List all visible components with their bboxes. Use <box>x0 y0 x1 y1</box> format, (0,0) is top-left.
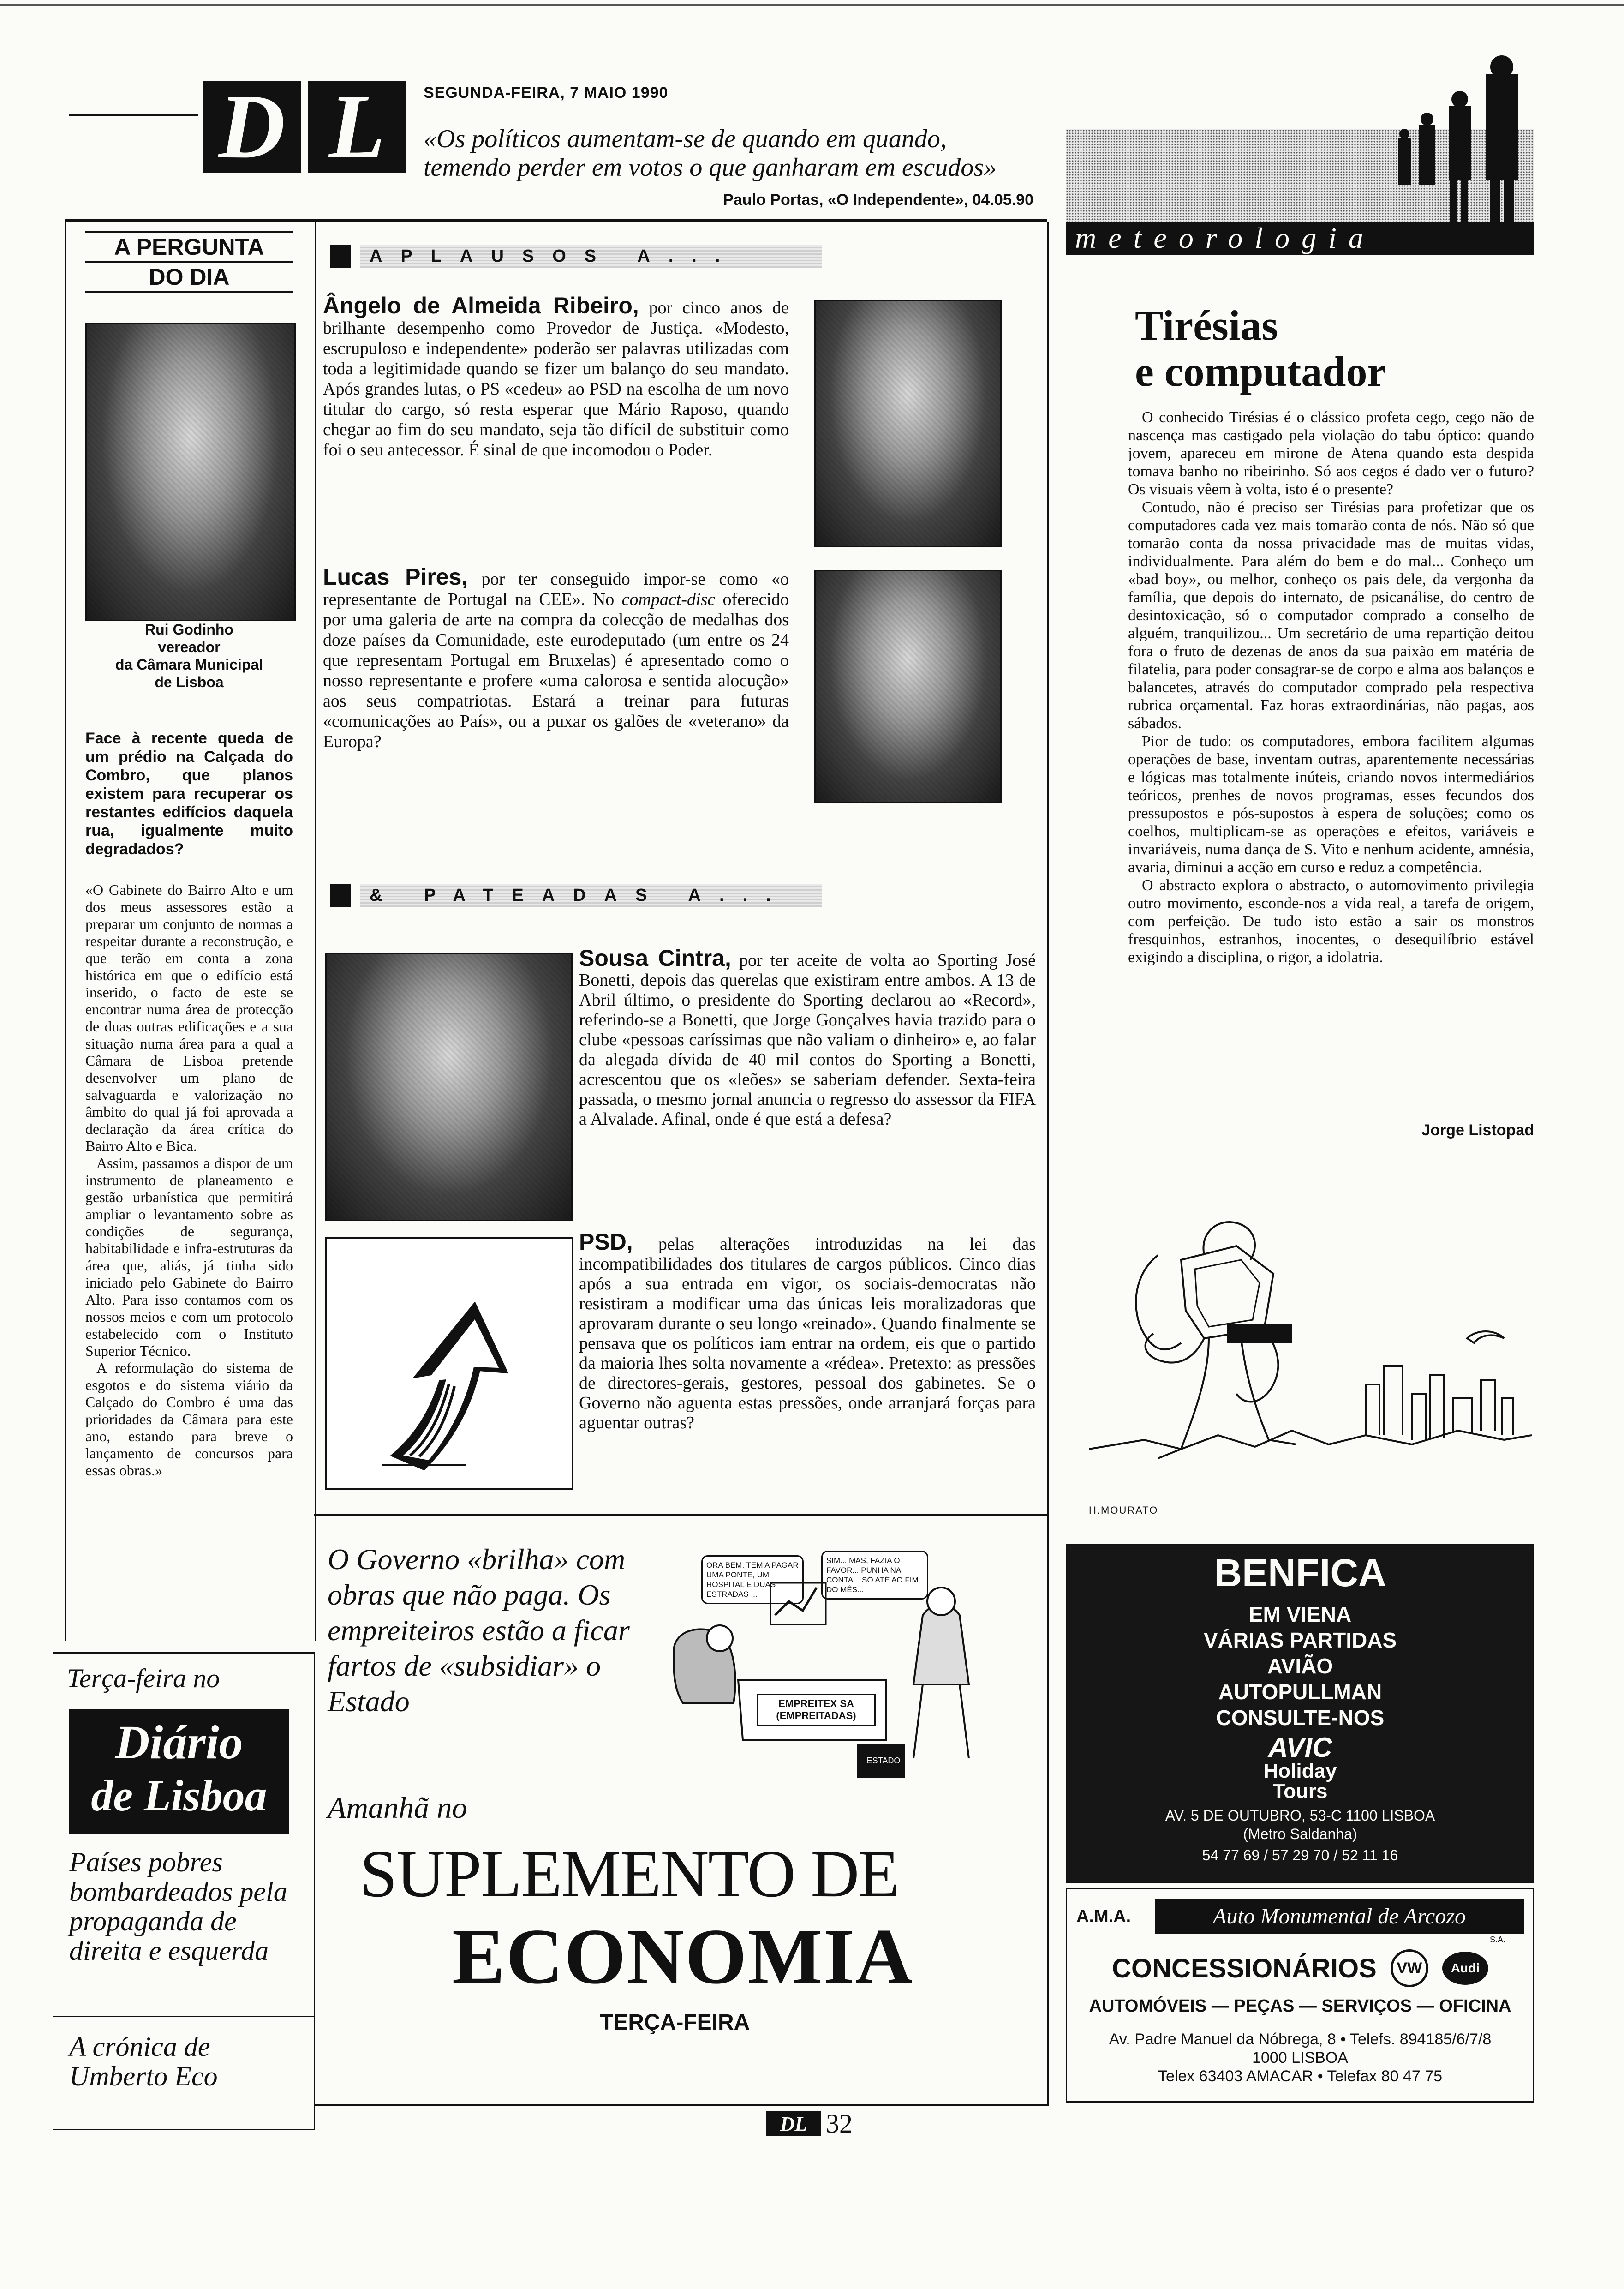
lucas-pires-text-b: oferecido por uma galeria de arte na compra da colecção de medalhas dos doze países da Comunidade, este eurodeputado (um entre os 24 que representam Portugal em Bruxelas) é apresentado como o nosso representante e profere «uma calorosa e sentida alocução» aos seus compatriotas. Estará a treinar para futuras «comunicações ao País», ou a puxar os galões de «veterano» da Europa? <box>323 590 789 751</box>
pergunta-answer <box>85 881 293 1479</box>
pateadas-header-block <box>330 884 351 907</box>
benfica-ad-line-5: CONSULTE-NOS <box>1216 1706 1385 1730</box>
meteorologia-label <box>1066 222 1534 255</box>
computer-man-icon <box>1089 1191 1532 1528</box>
lucas-pires-name: Lucas Pires, <box>323 564 468 590</box>
diario-logo-line-2: de Lisboa <box>91 1771 267 1820</box>
aplausos-header <box>330 245 822 268</box>
meteorologia-paragraph-1: O conhecido Tirésias é o clássico profeta cego, cego não de nascença mas castigado pela violação do tabu óptico: quando jovem, apareceu em mirone de Atena quando esta despida tomava banho no ribeirinho. Só aos cegos é dado ver o futuro? Os visuais vêem à volta, isto é o presente? <box>1128 409 1534 498</box>
sousa-cintra-name: Sousa Cintra, <box>579 945 731 971</box>
footer-logo-text: DL <box>780 2112 807 2135</box>
computer-man-illustration <box>1089 1191 1532 1528</box>
pergunta-heading-line2: DO DIA <box>149 264 230 290</box>
angelo-ribeiro-name: Ângelo de Almeida Ribeiro, <box>323 293 639 318</box>
sousa-cintra-photo <box>325 953 573 1221</box>
cartoon-bubble-2: SIM... MAS, FAZIA O FAVOR... PUNHA NA CONTA... SÓ ATÉ AO FIM DO MÊS... <box>821 1551 928 1600</box>
ama-ad <box>1066 1888 1534 2103</box>
answer-paragraph-3: A reformulação do sistema de esgotos e do sistema viário da Calçado do Combro é uma das prioridades da Câmara para este ano, estando para breve o lançamento de concursos para essas obras.» <box>85 1360 293 1479</box>
pergunta-heading-line1: A PERGUNTA <box>85 233 293 263</box>
diario-teaser-2: A crónica de Umberto Eco <box>69 2031 218 2091</box>
benfica-ad-line-2: VÁRIAS PARTIDAS <box>1203 1628 1397 1652</box>
diario-logo-line-1: Diário <box>115 1716 243 1769</box>
masthead-logo <box>203 76 406 178</box>
diario-promo-box <box>53 1652 315 2130</box>
logo-letter-l: L <box>308 81 406 173</box>
title-line-1: Tirésias <box>1135 302 1278 349</box>
benfica-ad-phones: 54 77 69 / 57 29 70 / 52 11 16 <box>1202 1847 1398 1864</box>
diario-promo-heading: Terça-feira no <box>67 1663 220 1693</box>
economia-cartoon <box>664 1546 1038 1800</box>
lucas-pires-text-a: por ter conseguido impor-se como «o representante de Portugal na CEE». No <box>323 569 789 609</box>
answer-paragraph-1: «O Gabinete do Bairro Alto e um dos meus assessores estão a preparar um conjunto de normas a respeitar durante a reconstrução, e que terão em conta a zona histórica em que o edifício está inserido, o facto de este se encontrar numa área de protecção de duas outras edificações e a sua situação numa área para a qual a Câmara de Lisboa pretende desenvolver um plano de salvaguarda e valorização no âmbito do qual já foi aprovada a declaração da área crítica do Bairro Alto e Bica. <box>85 881 293 1154</box>
sousa-cintra-text: por ter aceite de volta ao Sporting José Bonetti, depois das querelas que existiram entre ambos. A 13 de Abril último, o presidente do Sporting declarou ao «Record», referindo-se a Bonetti, que Jorge Gonçalves havia trazido para o clube «pessoas caríssimas que não valiam o dinheiro» e, ao falar da alegada dívida de 40 mil contos do Sporting a Bonetti, acrescentou que os «leões» se saberiam defender. Sexta-feira passada, o mesmo jornal anuncia o regresso do assessor da FIFA a Alvalade. Afinal, onde é que está a defesa? <box>579 951 1036 1129</box>
pateadas-item-2 <box>579 1229 1036 1433</box>
answer-paragraph-2: Assim, passamos a dispor de um instrumento de planeamento e gestão urbanística que permitirá ampliar o levantamento sobre as condições de segurança, habitabilidade e infra-estruturas da área que, aliás, já tinha sido iniciado pelo Gabinete do Bairro Alto. Para isso contamos com os nossos meios e com um protocolo estabelecido com o Instituto Superior Técnico. <box>85 1155 293 1359</box>
aplausos-item-1 <box>323 295 789 460</box>
diario-teaser-1: Países pobres bombardeados pela propaganda de direita e esquerda <box>69 1847 287 1966</box>
economia-right-rule <box>1047 1514 1049 2106</box>
economia-bottom-rule <box>314 2104 1049 2106</box>
cartoon-bag-label: ESTADO <box>866 1756 901 1765</box>
audi-logo: Audi <box>1442 1952 1488 1985</box>
benfica-ad-line-1: EM VIENA <box>1248 1602 1352 1626</box>
meteorologia-label-text: meteorologia <box>1075 222 1375 254</box>
cartoon-drawing-icon <box>664 1546 1038 1800</box>
aplausos-item-2 <box>323 564 789 752</box>
header-quote: «Os políticos aumentam-se de quando em quando, temendo perder em votos o que ganharam em escudos» <box>424 125 997 182</box>
benfica-ad-address: AV. 5 DE OUTUBRO, 53-C 1100 LISBOA <box>1165 1807 1435 1824</box>
psd-arrow-graphic <box>325 1237 573 1490</box>
illustration-signature: H.MOURATO <box>1089 1504 1158 1516</box>
pateadas-header <box>330 884 822 907</box>
economia-day: TERÇA-FEIRA <box>600 2010 750 2035</box>
meteorologia-body <box>1128 408 1534 966</box>
vw-logo: VW <box>1391 1949 1428 1987</box>
avic-logo-line-2: Holiday <box>1263 1760 1337 1782</box>
angelo-ribeiro-text: por cinco anos de brilhante desempenho como Provedor de Justiça. «Modesto, escrupuloso e independente» poderão ser palavras utilizadas com toda a legitimidade quando se fizer um balanço do seu mandato. Após grandes lutas, o PS «cedeu» ao PSD na escolha de um novo titular do cargo, só resta esperar que Mário Raposo, quando chegar ao fim do seu mandato, seja tão difícil de substituir como foi o seu antecessor. É sinal de que incomodou o Poder. <box>323 298 789 460</box>
cartoon-desk-sign: EMPREITEX SA (EMPREITADAS) <box>757 1694 876 1726</box>
title-line-2: e computador <box>1135 348 1386 395</box>
aplausos-header-label: APLAUSOS A... <box>360 245 822 268</box>
ama-ad-address: Av. Padre Manuel da Nóbrega, 8 • Telefs. 894185/6/7/8 <box>1109 2031 1492 2048</box>
psd-name: PSD, <box>579 1229 633 1255</box>
caption-role-3: de Lisboa <box>155 674 224 690</box>
avic-logo <box>1067 1734 1533 1802</box>
pergunta-heading <box>85 231 293 293</box>
ama-ad-script-name: Auto Monumental de Arcozo <box>1155 1899 1524 1934</box>
ama-ad-concessionarios: CONCESSIONÁRIOS <box>1112 1953 1377 1983</box>
amanha-label: Amanhã no <box>328 1791 467 1825</box>
logo-letter-d: D <box>203 81 301 173</box>
benfica-ad <box>1066 1544 1534 1883</box>
photo-caption <box>85 621 293 691</box>
meteorologia-author: Jorge Listopad <box>1421 1121 1534 1139</box>
lucas-pires-text-em: compact-disc <box>621 590 716 609</box>
diario-promo-divider <box>53 2016 314 2017</box>
ama-ad-header <box>1076 1898 1524 1935</box>
up-arrow-icon <box>327 1239 572 1488</box>
ama-ad-sa: S.A. <box>1489 1935 1505 1944</box>
meteorologia-paragraph-2: Contudo, não é preciso ser Tirésias para profetizar que os computadores cada vez mais tomarão conta de nós. Não só que tomarão conta da nossa privacidade mas de muitas vidas, individualmente. Para além do bem e do mal... Conheço um «bad boy», ou melhor, conheço os pais dele, da vergonha da família, que depois do internato, de psicanálise, do centro de desintoxicação, só o computador comprado a conselho de alguém, tranquilizou... Um secretário de uma repartição deitou fora o fruto de dezenas de anos da sua paixão em matéria de filatelia, para poder consagrar-se de corpo e alma aos balanços e balancetes, através do computador comprado pela respectiva rubrica orçamental. Faz horas extraordinárias, não pagas, aos sábados. <box>1128 499 1534 732</box>
benfica-ad-title: BENFICA <box>1214 1551 1386 1594</box>
caption-name: Rui Godinho <box>145 621 233 638</box>
avic-logo-line-1: AVIC <box>1268 1732 1332 1763</box>
masthead-left-rule <box>69 114 198 116</box>
ama-ad-concessionarios-row <box>1067 1949 1533 1987</box>
meteorologia-paragraph-3: Pior de tudo: os computadores, embora facilitem algumas operações de base, inventam outras, aparentemente necessárias e lógicas mas totalmente inúteis, criando novos intermediários teóricos, prenhes de novos programas, esses fecundos dos pressupostos e pós-supostos à espera de soluções; como os coelhos, multiplicam-se as operações e efeitos, variáveis e invariáveis, numa dança de S. Vito e nenhum acidente, amnésia, avaria, diminui a acção em curso e reduz a competência. <box>1128 733 1534 876</box>
date-line: SEGUNDA-FEIRA, 7 MAIO 1990 <box>424 84 669 102</box>
page-number: 32 <box>826 2109 853 2139</box>
pateadas-item-1 <box>579 945 1036 1129</box>
suplemento-label: SUPLEMENTO DE <box>360 1836 899 1911</box>
meteorologia-banner <box>1066 129 1534 256</box>
benfica-ad-line-4: AUTOPULLMAN <box>1218 1680 1382 1704</box>
ama-ad-services: AUTOMÓVEIS — PEÇAS — SERVIÇOS — OFICINA <box>1089 1996 1511 2016</box>
economia-label: ECONOMIA <box>452 1913 914 2001</box>
benfica-ad-line-3: AVIÃO <box>1267 1654 1333 1678</box>
center-bottom-rule <box>314 1514 1049 1516</box>
top-rule <box>0 4 1624 6</box>
ama-ad-city: 1000 LISBOA <box>1252 2049 1348 2067</box>
meteorologia-title <box>1135 302 1504 395</box>
caption-role-2: da Câmara Municipal <box>115 656 263 673</box>
footer-logo <box>766 2111 821 2136</box>
economia-headline: O Governo «brilha» com obras que não paga. Os empreiteiros estão a ficar fartos de «subsidiar» o Estado <box>328 1543 630 1718</box>
ama-ad-brand: A.M.A. <box>1076 1906 1131 1926</box>
avic-logo-line-3: Tours <box>1272 1780 1328 1803</box>
meteorologia-paragraph-4: O abstracto explora o abstracto, o automovimento privilegia outro movimento, esconde-nos a vida real, a tarefa de origem, com perfeição. De tudo isto estão a sair os monstros fresquinhos, estranhos, inocentes, o desequilíbrio estável exigindo a disciplina, o rigor, a idolatria. <box>1128 877 1534 966</box>
rui-godinho-photo <box>85 323 296 621</box>
pateadas-header-label: & PATEADAS A... <box>360 884 822 907</box>
pergunta-question: Face à recente queda de um prédio na Calçada do Combro, que planos existem para recuperar os restantes edifícios daquela rua, igualmente muito degradados? <box>85 730 293 858</box>
aplausos-header-block <box>330 245 351 268</box>
diario-logo <box>69 1709 289 1834</box>
cartoon-bubble-1: ORA BEM: TEM A PAGAR UMA PONTE, UM HOSPITAL E DUAS ESTRADAS ... <box>701 1555 804 1604</box>
quote-attribution: Paulo Portas, «O Independente», 04.05.90 <box>723 191 1033 209</box>
caption-role-1: vereador <box>158 639 221 655</box>
psd-text: pelas alterações introduzidas na lei das incompatibilidades dos titulares de cargos públicos. Cinco dias após a sua entrada em vigor, os sociais-democratas não resistiram a modificar uma das únicas leis moralizadoras que aprovaram durante o seu longo «reinado». Quando finalmente se pensava que os políticos iam entrar na ordem, eis que o partido da maioria lhes solta novamente a «rédea». Pretexto: as pressões de directores-gerais, gestores, pessoal dos gabinetes. Se o Governo não aguenta estas pressões, onde arranjará forças para aguentar outras? <box>579 1234 1036 1432</box>
benfica-ad-metro: (Metro Saldanha) <box>1243 1826 1357 1842</box>
angelo-ribeiro-photo <box>814 300 1002 547</box>
lucas-pires-photo <box>814 570 1002 803</box>
ama-ad-telex: Telex 63403 AMACAR • Telefax 80 47 75 <box>1158 2067 1443 2085</box>
